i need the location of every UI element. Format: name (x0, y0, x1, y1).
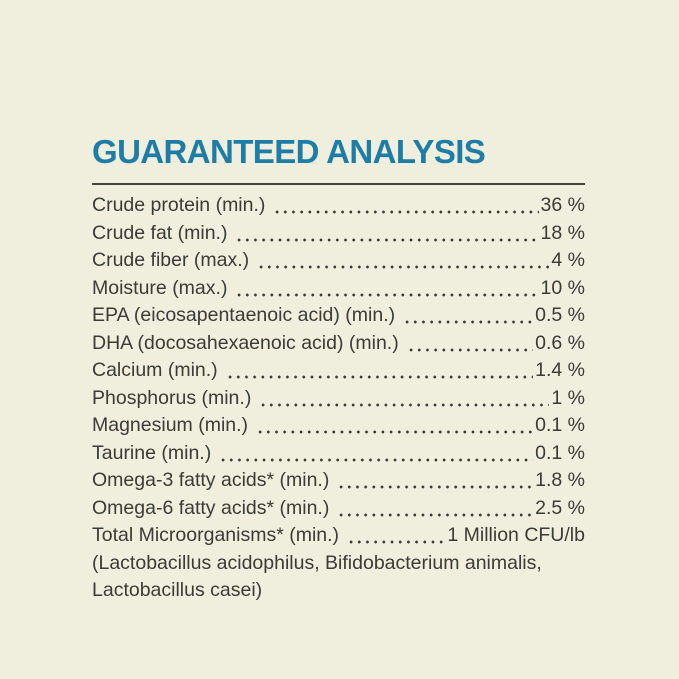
page-title: GUARANTEED ANALYSIS (92, 133, 486, 170)
analysis-row-crude-fiber (92, 247, 585, 275)
row-value: 18 % (540, 221, 585, 244)
analysis-row-crude-fat (92, 220, 585, 248)
analysis-row-omega6 (92, 495, 585, 523)
footnote-line-2: Lactobacillus casei) (92, 579, 263, 601)
row-label: Omega-3 fatty acids* (min.) (92, 469, 330, 491)
row-value: 0.6 % (535, 331, 585, 354)
dot-leader (257, 385, 549, 413)
dot-leader (224, 357, 533, 385)
row-label: Crude fat (min.) (92, 221, 228, 244)
row-value: 0.5 % (535, 304, 585, 326)
analysis-row-epa (92, 302, 585, 330)
row-value: 1 % (551, 386, 585, 409)
dot-leader (401, 302, 533, 330)
row-label: Taurine (min.) (92, 441, 212, 464)
dot-leader (335, 495, 533, 523)
row-value: 0.1 % (535, 441, 585, 464)
analysis-row-moisture (92, 275, 585, 303)
row-value: 36 % (540, 194, 585, 216)
row-value: 0.1 % (535, 414, 585, 436)
dot-leader (405, 330, 533, 358)
dot-leader (255, 247, 549, 275)
row-value: 10 % (540, 276, 585, 299)
footnote-line-1: (Lactobacillus acidophilus, Bifidobacterium animalis, (92, 551, 542, 574)
dot-leader (217, 440, 533, 468)
analysis-row-magnesium (92, 412, 585, 440)
analysis-row-phosphorus (92, 385, 585, 413)
row-label: Omega-6 fatty acids* (min.) (92, 496, 330, 519)
analysis-row-taurine (92, 440, 585, 468)
analysis-row-calcium (92, 357, 585, 385)
dot-leader (233, 275, 538, 303)
analysis-row-omega3 (92, 467, 585, 495)
analysis-row-total-microorganisms (92, 522, 585, 550)
analysis-row-crude-protein (92, 192, 585, 220)
row-value: 2.5 % (535, 496, 585, 519)
dot-leader (233, 220, 538, 248)
row-value: 1.4 % (535, 359, 585, 381)
row-label: DHA (docosahexaenoic acid) (min.) (92, 331, 399, 354)
row-label: Crude protein (min.) (92, 194, 266, 216)
row-label: Phosphorus (min.) (92, 386, 252, 409)
row-label: Magnesium (min.) (92, 414, 249, 436)
analysis-row-dha (92, 330, 585, 358)
row-label: EPA (eicosapentaenoic acid) (min.) (92, 304, 396, 326)
row-label: Crude fiber (max.) (92, 249, 250, 271)
row-label: Total Microorganisms* (min.) (92, 524, 340, 546)
analysis-table (92, 192, 585, 605)
row-value: 1.8 % (535, 469, 585, 491)
row-label: Calcium (min.) (92, 359, 218, 381)
dot-leader (271, 192, 538, 220)
dot-leader (254, 412, 533, 440)
title-divider (92, 183, 585, 185)
dot-leader (345, 522, 445, 550)
row-value: 1 Million CFU/lb (447, 524, 585, 546)
row-label: Moisture (max.) (92, 276, 228, 299)
row-value: 4 % (551, 249, 585, 271)
dot-leader (335, 467, 533, 495)
